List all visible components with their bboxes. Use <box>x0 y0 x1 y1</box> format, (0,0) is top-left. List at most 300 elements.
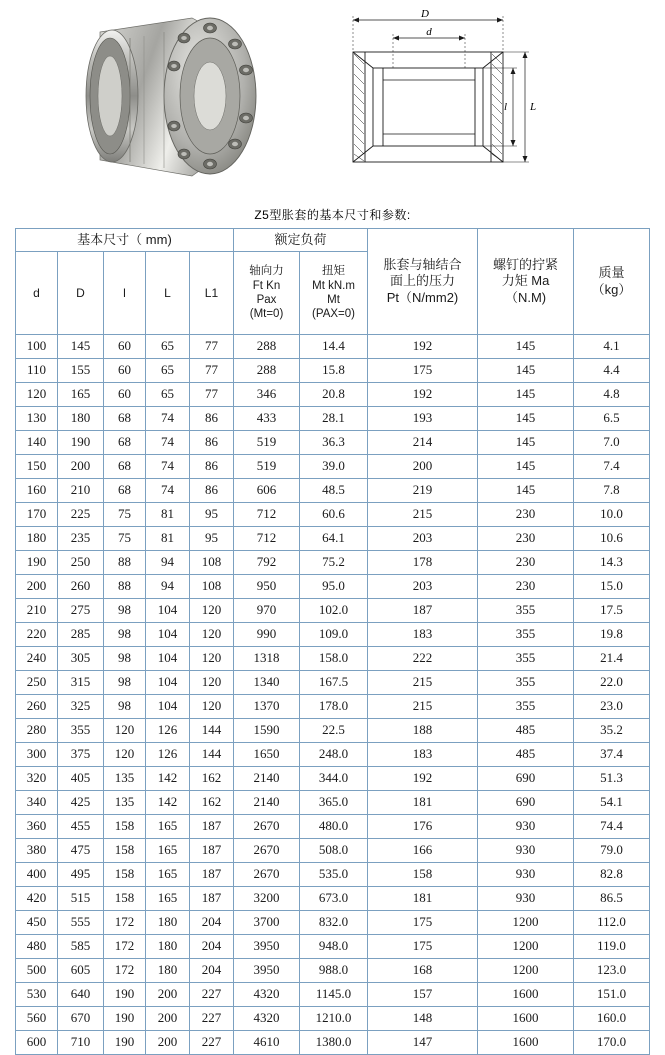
cell-l: 190 <box>103 983 145 1007</box>
cell-axial-force: 970 <box>234 599 300 623</box>
cell-mass: 7.8 <box>574 479 650 503</box>
cell-axial-force: 1650 <box>234 743 300 767</box>
cell-axial-force: 4610 <box>234 1031 300 1055</box>
cell-d: 110 <box>15 359 57 383</box>
cell-d: 600 <box>15 1031 57 1055</box>
cell-L: 180 <box>145 935 189 959</box>
cell-d: 320 <box>15 767 57 791</box>
cell-axial-force: 950 <box>234 575 300 599</box>
cell-d: 190 <box>15 551 57 575</box>
cell-D: 475 <box>57 839 103 863</box>
cell-l: 158 <box>103 815 145 839</box>
cell-D: 165 <box>57 383 103 407</box>
col-header-line: Pax <box>256 294 277 306</box>
cell-shaft-pressure: 203 <box>368 527 478 551</box>
col-header-line: 轴向力 <box>249 265 284 278</box>
cell-mass: 151.0 <box>574 983 650 1007</box>
cell-l: 135 <box>103 767 145 791</box>
cell-torque: 75.2 <box>300 551 368 575</box>
table-row <box>15 815 649 839</box>
cell-D: 355 <box>57 719 103 743</box>
group-header-rated-load: 额定负荷 <box>234 229 368 252</box>
cell-axial-force: 2670 <box>234 839 300 863</box>
cell-l: 158 <box>103 839 145 863</box>
cell-torque: 508.0 <box>300 839 368 863</box>
cell-axial-force: 1370 <box>234 695 300 719</box>
cell-torque: 480.0 <box>300 815 368 839</box>
cell-axial-force: 433 <box>234 407 300 431</box>
cell-torque: 64.1 <box>300 527 368 551</box>
cell-l: 190 <box>103 1031 145 1055</box>
cell-torque: 109.0 <box>300 623 368 647</box>
cell-shaft-pressure: 176 <box>368 815 478 839</box>
table-row <box>15 863 649 887</box>
table-row <box>15 719 649 743</box>
cell-l: 68 <box>103 455 145 479</box>
cell-L1: 162 <box>189 767 233 791</box>
cell-D: 285 <box>57 623 103 647</box>
table-row <box>15 503 649 527</box>
cell-l: 60 <box>103 359 145 383</box>
cell-D: 375 <box>57 743 103 767</box>
cell-screw-torque: 145 <box>478 359 574 383</box>
col-header-line: 面上的压力 <box>390 273 456 289</box>
cell-D: 325 <box>57 695 103 719</box>
figures-row <box>0 0 665 200</box>
cell-torque: 948.0 <box>300 935 368 959</box>
cell-shaft-pressure: 192 <box>368 335 478 359</box>
cell-torque: 102.0 <box>300 599 368 623</box>
cell-D: 275 <box>57 599 103 623</box>
col-header-L1: L1 <box>189 252 233 335</box>
cell-shaft-pressure: 215 <box>368 671 478 695</box>
cell-l: 190 <box>103 1007 145 1031</box>
cell-shaft-pressure: 193 <box>368 407 478 431</box>
cell-L1: 86 <box>189 407 233 431</box>
cell-D: 190 <box>57 431 103 455</box>
table-row <box>15 743 649 767</box>
cell-L1: 120 <box>189 695 233 719</box>
cell-torque: 22.5 <box>300 719 368 743</box>
cell-D: 585 <box>57 935 103 959</box>
cell-mass: 4.8 <box>574 383 650 407</box>
cell-axial-force: 2670 <box>234 815 300 839</box>
cell-torque: 158.0 <box>300 647 368 671</box>
cell-mass: 19.8 <box>574 623 650 647</box>
technical-drawing <box>325 6 540 191</box>
cell-screw-torque: 930 <box>478 815 574 839</box>
cell-d: 130 <box>15 407 57 431</box>
cell-d: 450 <box>15 911 57 935</box>
cell-axial-force: 712 <box>234 527 300 551</box>
cell-screw-torque: 485 <box>478 743 574 767</box>
product-photo <box>60 6 305 196</box>
cell-L1: 227 <box>189 1007 233 1031</box>
cell-L1: 120 <box>189 599 233 623</box>
cell-shaft-pressure: 158 <box>368 863 478 887</box>
cell-shaft-pressure: 203 <box>368 575 478 599</box>
cell-d: 210 <box>15 599 57 623</box>
cell-mass: 54.1 <box>574 791 650 815</box>
table-row <box>15 959 649 983</box>
col-header-line: Pt（N/mm2) <box>386 289 459 305</box>
cell-L: 65 <box>145 383 189 407</box>
cell-L: 165 <box>145 815 189 839</box>
cell-L1: 108 <box>189 551 233 575</box>
cell-d: 220 <box>15 623 57 647</box>
cell-l: 88 <box>103 575 145 599</box>
table-row <box>15 887 649 911</box>
table-row <box>15 599 649 623</box>
cell-d: 260 <box>15 695 57 719</box>
cell-L1: 86 <box>189 431 233 455</box>
cell-axial-force: 2670 <box>234 863 300 887</box>
cell-d: 250 <box>15 671 57 695</box>
table-row <box>15 911 649 935</box>
cell-d: 180 <box>15 527 57 551</box>
table-row <box>15 671 649 695</box>
cell-axial-force: 288 <box>234 335 300 359</box>
cell-screw-torque: 355 <box>478 647 574 671</box>
cell-shaft-pressure: 183 <box>368 623 478 647</box>
cell-L: 165 <box>145 863 189 887</box>
cell-axial-force: 2140 <box>234 767 300 791</box>
cell-L1: 77 <box>189 335 233 359</box>
cell-L: 74 <box>145 431 189 455</box>
cell-L: 126 <box>145 743 189 767</box>
cell-l: 75 <box>103 527 145 551</box>
cell-l: 172 <box>103 959 145 983</box>
cell-torque: 1145.0 <box>300 983 368 1007</box>
cell-shaft-pressure: 178 <box>368 551 478 575</box>
cell-shaft-pressure: 148 <box>368 1007 478 1031</box>
cell-axial-force: 519 <box>234 431 300 455</box>
table-row <box>15 551 649 575</box>
cell-L1: 120 <box>189 647 233 671</box>
cell-l: 98 <box>103 647 145 671</box>
cell-screw-torque: 930 <box>478 839 574 863</box>
cell-screw-torque: 1200 <box>478 935 574 959</box>
col-header-shaft-pressure <box>368 229 478 335</box>
cell-D: 180 <box>57 407 103 431</box>
cell-screw-torque: 145 <box>478 455 574 479</box>
cell-L1: 227 <box>189 1031 233 1055</box>
cell-l: 172 <box>103 911 145 935</box>
cell-L: 65 <box>145 335 189 359</box>
cell-torque: 344.0 <box>300 767 368 791</box>
cell-axial-force: 990 <box>234 623 300 647</box>
dim-label-l: l <box>503 101 507 113</box>
cell-shaft-pressure: 219 <box>368 479 478 503</box>
cell-screw-torque: 355 <box>478 599 574 623</box>
cell-mass: 10.6 <box>574 527 650 551</box>
cell-L: 81 <box>145 527 189 551</box>
cell-axial-force: 3950 <box>234 959 300 983</box>
cell-shaft-pressure: 147 <box>368 1031 478 1055</box>
cell-D: 605 <box>57 959 103 983</box>
cell-d: 480 <box>15 935 57 959</box>
cell-L1: 95 <box>189 527 233 551</box>
cell-screw-torque: 230 <box>478 503 574 527</box>
cell-axial-force: 792 <box>234 551 300 575</box>
cell-l: 60 <box>103 335 145 359</box>
cell-torque: 167.5 <box>300 671 368 695</box>
cell-mass: 170.0 <box>574 1031 650 1055</box>
col-header-line: （N.M) <box>504 289 547 305</box>
cell-mass: 82.8 <box>574 863 650 887</box>
cell-screw-torque: 145 <box>478 383 574 407</box>
cell-L: 180 <box>145 959 189 983</box>
cell-L: 104 <box>145 599 189 623</box>
cell-L1: 144 <box>189 743 233 767</box>
cell-mass: 15.0 <box>574 575 650 599</box>
cell-mass: 21.4 <box>574 647 650 671</box>
cell-L: 94 <box>145 551 189 575</box>
cell-D: 315 <box>57 671 103 695</box>
cell-L1: 204 <box>189 935 233 959</box>
cell-axial-force: 2140 <box>234 791 300 815</box>
col-header-torque <box>300 252 368 335</box>
cell-L: 104 <box>145 623 189 647</box>
cell-l: 68 <box>103 431 145 455</box>
col-header-line: 螺钉的拧紧 <box>493 257 559 273</box>
cell-screw-torque: 485 <box>478 719 574 743</box>
cell-L1: 86 <box>189 455 233 479</box>
cell-torque: 48.5 <box>300 479 368 503</box>
cell-mass: 160.0 <box>574 1007 650 1031</box>
cell-torque: 60.6 <box>300 503 368 527</box>
cell-mass: 4.1 <box>574 335 650 359</box>
cell-L1: 187 <box>189 887 233 911</box>
cell-l: 68 <box>103 407 145 431</box>
col-header-line: Mt kN.m <box>312 279 355 292</box>
cell-torque: 832.0 <box>300 911 368 935</box>
cell-d: 560 <box>15 1007 57 1031</box>
group-header-basic-dims: 基本尺寸（ mm) <box>15 229 233 252</box>
table-row <box>15 431 649 455</box>
cell-L: 74 <box>145 455 189 479</box>
cell-L: 65 <box>145 359 189 383</box>
cell-L1: 77 <box>189 383 233 407</box>
table-row <box>15 695 649 719</box>
cell-D: 515 <box>57 887 103 911</box>
table-row <box>15 527 649 551</box>
cell-mass: 37.4 <box>574 743 650 767</box>
cell-axial-force: 1340 <box>234 671 300 695</box>
cell-L: 104 <box>145 695 189 719</box>
cell-axial-force: 346 <box>234 383 300 407</box>
cell-screw-torque: 230 <box>478 527 574 551</box>
cell-torque: 178.0 <box>300 695 368 719</box>
cell-d: 200 <box>15 575 57 599</box>
cell-shaft-pressure: 192 <box>368 767 478 791</box>
dim-label-L: L <box>529 101 537 113</box>
cell-axial-force: 519 <box>234 455 300 479</box>
cell-axial-force: 3200 <box>234 887 300 911</box>
cell-mass: 7.0 <box>574 431 650 455</box>
cell-L1: 144 <box>189 719 233 743</box>
cell-screw-torque: 145 <box>478 335 574 359</box>
cell-d: 100 <box>15 335 57 359</box>
table-row <box>15 647 649 671</box>
cell-shaft-pressure: 215 <box>368 695 478 719</box>
col-header-L: L <box>145 252 189 335</box>
cell-L: 165 <box>145 839 189 863</box>
table-row <box>15 359 649 383</box>
spec-table <box>15 228 650 1055</box>
cell-axial-force: 4320 <box>234 1007 300 1031</box>
cell-screw-torque: 355 <box>478 671 574 695</box>
cell-torque: 20.8 <box>300 383 368 407</box>
table-row <box>15 335 649 359</box>
cell-mass: 35.2 <box>574 719 650 743</box>
cell-screw-torque: 145 <box>478 479 574 503</box>
cell-L1: 77 <box>189 359 233 383</box>
col-header-D: D <box>57 252 103 335</box>
col-header-line: (Mt=0) <box>249 308 284 321</box>
col-header-line: 扭矩 <box>322 265 346 278</box>
cell-mass: 74.4 <box>574 815 650 839</box>
table-row <box>15 455 649 479</box>
cell-axial-force: 712 <box>234 503 300 527</box>
table-row <box>15 479 649 503</box>
cell-L: 200 <box>145 983 189 1007</box>
cell-mass: 6.5 <box>574 407 650 431</box>
cell-D: 145 <box>57 335 103 359</box>
cell-d: 120 <box>15 383 57 407</box>
table-group-header-row <box>15 229 649 252</box>
cell-torque: 988.0 <box>300 959 368 983</box>
cell-D: 495 <box>57 863 103 887</box>
cell-torque: 15.8 <box>300 359 368 383</box>
table-caption: Z5型胀套的基本尺寸和参数: <box>254 208 411 222</box>
cell-shaft-pressure: 192 <box>368 383 478 407</box>
cell-D: 305 <box>57 647 103 671</box>
cell-l: 98 <box>103 671 145 695</box>
cell-axial-force: 1590 <box>234 719 300 743</box>
cell-L: 74 <box>145 479 189 503</box>
dim-label-d: d <box>426 26 432 38</box>
cell-d: 500 <box>15 959 57 983</box>
cell-L1: 120 <box>189 623 233 647</box>
col-header-mass <box>574 229 650 335</box>
cell-D: 455 <box>57 815 103 839</box>
cell-L1: 95 <box>189 503 233 527</box>
cell-screw-torque: 1600 <box>478 1031 574 1055</box>
cell-d: 340 <box>15 791 57 815</box>
cell-screw-torque: 930 <box>478 863 574 887</box>
dim-label-D: D <box>421 8 429 20</box>
cell-screw-torque: 930 <box>478 887 574 911</box>
cell-D: 235 <box>57 527 103 551</box>
cell-mass: 10.0 <box>574 503 650 527</box>
cell-d: 240 <box>15 647 57 671</box>
cell-mass: 23.0 <box>574 695 650 719</box>
cell-d: 300 <box>15 743 57 767</box>
table-row <box>15 575 649 599</box>
cell-D: 210 <box>57 479 103 503</box>
cell-shaft-pressure: 175 <box>368 359 478 383</box>
cell-axial-force: 4320 <box>234 983 300 1007</box>
cell-D: 250 <box>57 551 103 575</box>
col-header-l: l <box>103 252 145 335</box>
cell-l: 120 <box>103 743 145 767</box>
cell-screw-torque: 230 <box>478 575 574 599</box>
cell-mass: 17.5 <box>574 599 650 623</box>
cell-L: 165 <box>145 887 189 911</box>
cell-mass: 22.0 <box>574 671 650 695</box>
cell-L1: 108 <box>189 575 233 599</box>
cell-d: 280 <box>15 719 57 743</box>
cell-screw-torque: 1200 <box>478 911 574 935</box>
cell-shaft-pressure: 181 <box>368 791 478 815</box>
cell-l: 60 <box>103 383 145 407</box>
cell-l: 158 <box>103 863 145 887</box>
cell-D: 200 <box>57 455 103 479</box>
cell-L1: 204 <box>189 959 233 983</box>
cell-torque: 14.4 <box>300 335 368 359</box>
cell-d: 380 <box>15 839 57 863</box>
cell-torque: 1210.0 <box>300 1007 368 1031</box>
cell-screw-torque: 1600 <box>478 1007 574 1031</box>
cell-axial-force: 606 <box>234 479 300 503</box>
cell-screw-torque: 230 <box>478 551 574 575</box>
table-row <box>15 983 649 1007</box>
cell-axial-force: 1318 <box>234 647 300 671</box>
col-header-axial-force <box>234 252 300 335</box>
table-row <box>15 407 649 431</box>
cell-mass: 14.3 <box>574 551 650 575</box>
table-row <box>15 383 649 407</box>
cell-l: 98 <box>103 599 145 623</box>
cell-D: 405 <box>57 767 103 791</box>
cell-axial-force: 288 <box>234 359 300 383</box>
cell-axial-force: 3950 <box>234 935 300 959</box>
cell-torque: 535.0 <box>300 863 368 887</box>
cell-d: 160 <box>15 479 57 503</box>
col-header-line: 胀套与轴结合 <box>383 257 462 273</box>
cell-axial-force: 3700 <box>234 911 300 935</box>
table-row <box>15 791 649 815</box>
table-row <box>15 623 649 647</box>
cell-D: 670 <box>57 1007 103 1031</box>
cell-mass: 112.0 <box>574 911 650 935</box>
cell-mass: 51.3 <box>574 767 650 791</box>
cell-shaft-pressure: 168 <box>368 959 478 983</box>
cell-L1: 86 <box>189 479 233 503</box>
cell-mass: 7.4 <box>574 455 650 479</box>
cell-shaft-pressure: 175 <box>368 935 478 959</box>
col-header-line: 质量 <box>598 265 625 281</box>
cell-L1: 187 <box>189 863 233 887</box>
cell-L: 200 <box>145 1007 189 1031</box>
cell-d: 140 <box>15 431 57 455</box>
cell-shaft-pressure: 183 <box>368 743 478 767</box>
table-row <box>15 935 649 959</box>
cell-torque: 365.0 <box>300 791 368 815</box>
cell-torque: 39.0 <box>300 455 368 479</box>
cell-l: 88 <box>103 551 145 575</box>
cell-d: 170 <box>15 503 57 527</box>
cell-l: 68 <box>103 479 145 503</box>
cell-D: 425 <box>57 791 103 815</box>
cell-shaft-pressure: 200 <box>368 455 478 479</box>
cell-l: 135 <box>103 791 145 815</box>
cell-torque: 1380.0 <box>300 1031 368 1055</box>
cell-mass: 86.5 <box>574 887 650 911</box>
cell-D: 225 <box>57 503 103 527</box>
cell-D: 640 <box>57 983 103 1007</box>
